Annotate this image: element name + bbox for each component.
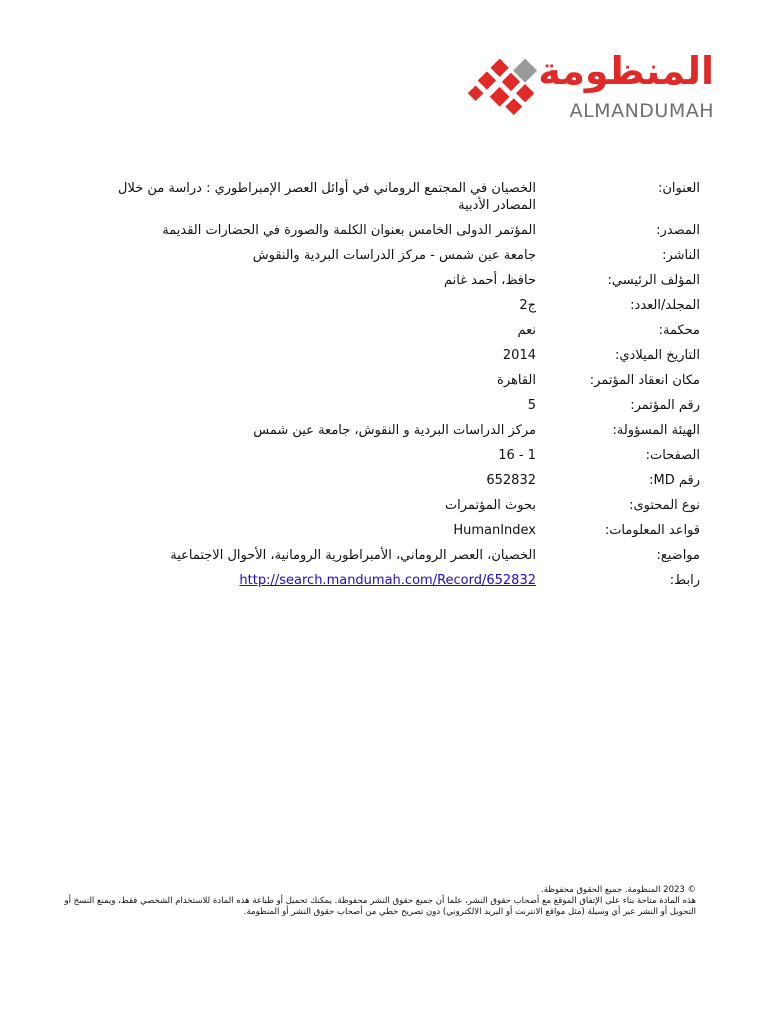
row-date bbox=[80, 347, 704, 364]
databases-label: قواعد المعلومات: bbox=[604, 523, 700, 538]
conference-place-label: مكان انعقاد المؤتمر: bbox=[589, 373, 700, 388]
row-title bbox=[80, 180, 704, 214]
row-subjects bbox=[80, 547, 704, 564]
subjects-label: مواضيع: bbox=[656, 548, 700, 563]
almandumah-logo bbox=[458, 48, 718, 130]
usage-notice: هذه المادة متاحة بناء على الإتفاق الموقع مع أصحاب حقوق النشر، علما أن جميع حقوق النشر محفوظة. يمكنك تحميل أو طباعة هذه المادة للاستخدام الشخصي فقط، ويمنع النسخ أو التحويل أو النشر عبر أي وسيلة (مثل مواقع الانترنت أو البريد الالكتروني) دون تصريح خطي من أصحاب حقوق النشر أو المنظومة. bbox=[64, 896, 696, 917]
publisher-label: الناشر: bbox=[662, 248, 700, 263]
row-author bbox=[80, 272, 704, 289]
subjects-value: الخصيان، العصر الروماني، الأمبراطورية الرومانية، الأحوال الاجتماعية bbox=[170, 548, 536, 563]
title-value: الخصيان في المجتمع الروماني في أوائل العصر الإمبراطوري : دراسة من خلال المصادر الأدبية bbox=[118, 181, 536, 213]
row-md-number bbox=[80, 472, 704, 489]
conference-number-label: رقم المؤتمر: bbox=[630, 398, 700, 413]
responsible-body-label: الهيئة المسؤولة: bbox=[612, 423, 700, 438]
peer-reviewed-label: محكمة: bbox=[658, 323, 700, 338]
row-volume bbox=[80, 297, 704, 314]
responsible-body-value: مركز الدراسات البردية و النقوش، جامعة عين شمس bbox=[253, 423, 536, 438]
row-databases bbox=[80, 522, 704, 539]
row-content-type bbox=[80, 497, 704, 514]
conference-number-value: 5 bbox=[527, 398, 536, 413]
row-conference-number bbox=[80, 397, 704, 414]
author-value: حافظ، أحمد غانم bbox=[443, 273, 536, 288]
record-metadata bbox=[80, 180, 704, 597]
pages-value: 1 - 16 bbox=[498, 448, 536, 463]
conference-place-value: القاهرة bbox=[497, 373, 536, 388]
link-cell bbox=[80, 572, 536, 589]
source-label: المصدر: bbox=[656, 223, 700, 238]
author-label: المؤلف الرئيسي: bbox=[607, 273, 700, 288]
copyright-footer bbox=[54, 885, 696, 918]
date-value: 2014 bbox=[502, 348, 536, 363]
copyright-line: © 2023 المنظومة. جميع الحقوق محفوظة. bbox=[541, 885, 696, 895]
databases-value: HumanIndex bbox=[453, 523, 536, 538]
volume-label: المجلد/العدد: bbox=[630, 298, 700, 313]
content-type-value: بحوث المؤتمرات bbox=[444, 498, 536, 513]
pages-label: الصفحات: bbox=[645, 448, 700, 463]
record-link[interactable]: http://search.mandumah.com/Record/652832 bbox=[239, 573, 536, 588]
row-publisher bbox=[80, 247, 704, 264]
row-pages bbox=[80, 447, 704, 464]
logo-arabic-wordmark: المنظومة bbox=[538, 49, 714, 93]
row-conference-place bbox=[80, 372, 704, 389]
link-label: رابط: bbox=[669, 573, 700, 588]
peer-reviewed-value: نعم bbox=[517, 323, 536, 338]
volume-value: ج2 bbox=[519, 298, 536, 313]
publisher-value: جامعة عين شمس - مركز الدراسات البردية والنقوش bbox=[252, 248, 536, 263]
row-source bbox=[80, 222, 704, 239]
md-number-value: 652832 bbox=[486, 473, 536, 488]
content-type-label: نوع المحتوى: bbox=[629, 498, 700, 513]
row-peer-reviewed bbox=[80, 322, 704, 339]
md-number-label: رقم MD: bbox=[649, 473, 700, 488]
row-responsible-body bbox=[80, 422, 704, 439]
logo-latin-wordmark: ALMANDUMAH bbox=[569, 100, 714, 122]
row-link bbox=[80, 572, 704, 589]
date-label: التاريخ الميلادي: bbox=[615, 348, 700, 363]
title-label: العنوان: bbox=[657, 181, 700, 196]
source-value: المؤتمر الدولى الخامس بعنوان الكلمة والصورة في الحضارات القديمة bbox=[162, 223, 536, 238]
